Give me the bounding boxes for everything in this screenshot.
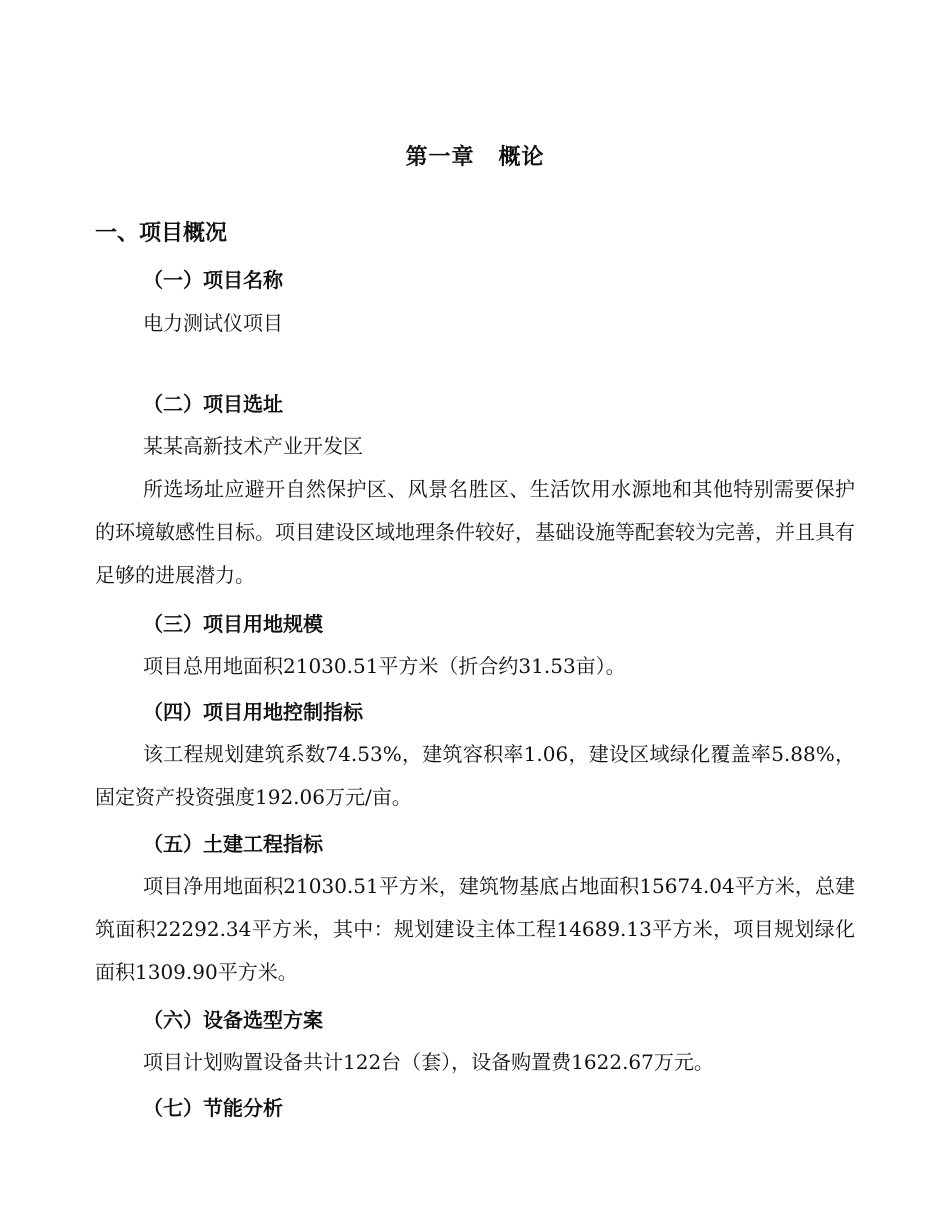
subsection-heading-2: （二）项目选址 — [143, 392, 283, 416]
subsection-heading-6: （六）设备选型方案 — [143, 1008, 323, 1032]
chapter-title — [0, 140, 950, 171]
subsection-heading-5: （五）土建工程指标 — [143, 832, 323, 856]
land-scale-paragraph: 项目总用地面积21030.51平方米（折合约31.53亩）。 — [143, 654, 626, 678]
site-location-text: 某某高新技术产业开发区 — [143, 434, 363, 458]
equipment-paragraph: 项目计划购置设备共计122台（套），设备购置费1622.67万元。 — [143, 1050, 714, 1074]
site-description-paragraph: 所选场址应避开自然保护区、风景名胜区、生活饮用水源地和其他特别需要保护的环境敏感性目标。项目建设区域地理条件较好，基础设施等配套较为完善，并且具有足够的进展潜力。 — [95, 477, 855, 587]
subsection-heading-4: （四）项目用地控制指标 — [143, 700, 363, 724]
civil-engineering-paragraph: 项目净用地面积21030.51平方米，建筑物基底占地面积15674.04平方米，总建筑面积22292.34平方米，其中：规划建设主体工程14689.13平方米，项目规划绿化面积1309.90平方米。 — [95, 874, 855, 984]
subsection-heading-1: （一）项目名称 — [143, 268, 283, 292]
subsection-heading-7: （七）节能分析 — [143, 1096, 283, 1120]
land-control-paragraph: 该工程规划建筑系数74.53%，建筑容积率1.06，建设区域绿化覆盖率5.88%，固定资产投资强度192.06万元/亩。 — [95, 742, 855, 809]
section-heading: 一、项目概况 — [95, 221, 228, 246]
chapter-number: 第一章 — [405, 145, 475, 170]
subsection-heading-3: （三）项目用地规模 — [143, 612, 323, 636]
chapter-name: 概论 — [498, 145, 545, 170]
project-name-text: 电力测试仪项目 — [143, 311, 283, 335]
